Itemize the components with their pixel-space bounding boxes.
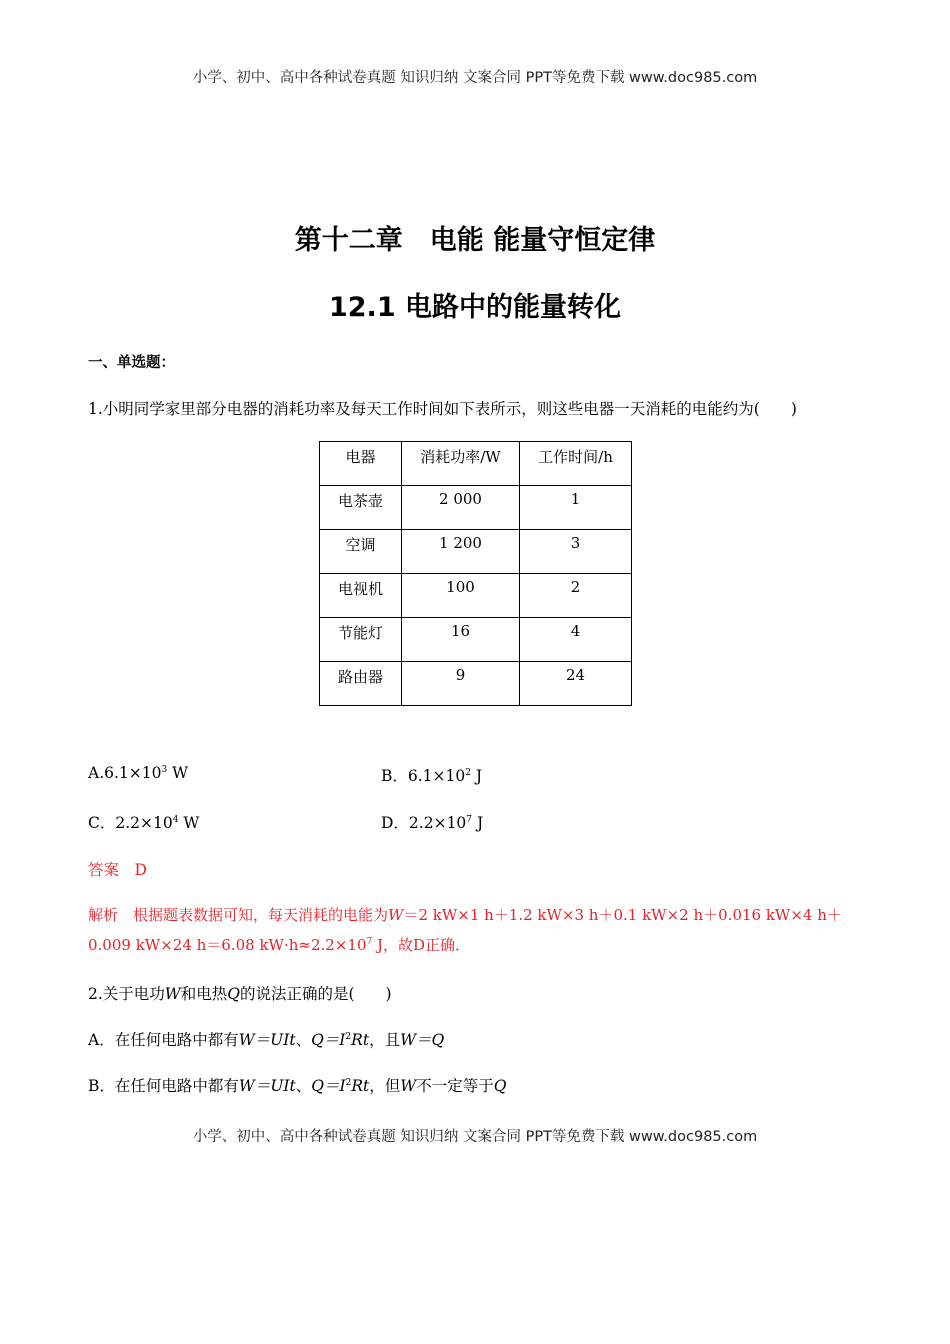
analysis-exponent: 7 (366, 937, 373, 947)
table-header: 电器 (320, 442, 402, 486)
question-2-stem (88, 982, 392, 1004)
formula-w: W＝UIt (238, 1031, 296, 1049)
analysis-line-1 (88, 904, 842, 925)
option-b-unit: J (471, 767, 483, 785)
table-header: 消耗功率/W (402, 442, 520, 486)
option-c-text: C．2.2×10 (88, 814, 173, 832)
table-cell: 空调 (320, 530, 402, 574)
option-b-exponent: 2 (465, 768, 471, 778)
q2-var-w: W (164, 985, 181, 1003)
formula-w: W＝UIt (238, 1077, 296, 1095)
q2-var-w: W (400, 1077, 417, 1095)
table-cell: 100 (402, 574, 520, 618)
formula-q-tail: Rt (351, 1077, 370, 1095)
answer: 答案 D (88, 861, 147, 879)
table-row (320, 574, 632, 618)
q2-option-a (88, 1028, 444, 1050)
analysis-formula: ＝2 kW×1 h＋1.2 kW×3 h＋0.1 kW×2 h＋0.016 kW×4 h＋ (403, 906, 842, 924)
table-row (320, 618, 632, 662)
formula-q: Q＝I (311, 1077, 346, 1095)
table-row (320, 662, 632, 706)
section-title: 12.1 电路中的能量转化 (328, 292, 622, 323)
formula-eq: W＝Q (400, 1031, 445, 1049)
question-1-stem: 1.小明同学家里部分电器的消耗功率及每天工作时间如下表所示，则这些电器一天消耗的电能约为( ) (88, 400, 797, 418)
option-a (88, 764, 188, 782)
table-cell: 1 (520, 486, 632, 530)
table-cell: 2 000 (402, 486, 520, 530)
formula-exponent: 2 (345, 1078, 352, 1088)
q2-var-q: Q (227, 985, 240, 1003)
table-cell: 4 (520, 618, 632, 662)
option-a-unit: W (167, 764, 189, 782)
separator: 、 (295, 1031, 312, 1049)
table-cell: 电茶壶 (320, 486, 402, 530)
table-cell: 路由器 (320, 662, 402, 706)
q2-var-q: Q (493, 1077, 507, 1095)
table-row (320, 486, 632, 530)
option-b-text: B．6.1×10 (381, 767, 466, 785)
page-footer: 小学、初中、高中各种试卷真题 知识归纳 文案合同 PPT等免费下载 www.doc985.com (192, 1129, 758, 1145)
table-cell: 节能灯 (320, 618, 402, 662)
option-d-exponent: 7 (466, 815, 473, 825)
q2-stem-part: 的说法正确的是( ) (239, 985, 392, 1003)
table-cell: 24 (520, 662, 632, 706)
chapter-title: 第十二章 电能 能量守恒定律 (294, 225, 656, 256)
analysis-label: 解析 根据题表数据可知，每天消耗的电能为 (88, 906, 389, 924)
option-d (381, 811, 483, 833)
q2-option-a-text: ，且 (369, 1031, 401, 1049)
table-cell: 电视机 (320, 574, 402, 618)
table-cell: 9 (402, 662, 520, 706)
option-c (88, 811, 199, 833)
appliance-table (319, 441, 632, 706)
option-d-unit: J (472, 814, 484, 832)
option-c-exponent: 4 (172, 815, 179, 825)
q2-option-b-text: 不一定等于 (416, 1077, 494, 1095)
page-header: 小学、初中、高中各种试卷真题 知识归纳 文案合同 PPT等免费下载 www.doc985.com (192, 70, 758, 86)
analysis-line-2 (88, 934, 470, 955)
q2-stem-part: 和电热 (180, 985, 228, 1003)
option-d-text: D．2.2×10 (381, 814, 467, 832)
table-cell: 16 (402, 618, 520, 662)
analysis-conclusion: J，故D正确． (372, 936, 471, 954)
table-cell: 1 200 (402, 530, 520, 574)
option-b (381, 764, 482, 786)
q2-option-a-text: A．在任何电路中都有 (88, 1031, 239, 1049)
option-a-exponent: 3 (161, 765, 168, 775)
formula-q: Q＝I (311, 1031, 346, 1049)
formula-q-tail: Rt (351, 1031, 370, 1049)
table-header-row (320, 442, 632, 486)
analysis-var-w: W (388, 906, 404, 924)
q2-option-b (88, 1074, 506, 1096)
option-a-text: A.6.1×10 (88, 764, 162, 782)
table-row (320, 530, 632, 574)
table-cell: 3 (520, 530, 632, 574)
option-c-unit: W (178, 814, 200, 832)
section-heading: 一、单选题： (88, 355, 175, 371)
separator: 、 (295, 1077, 312, 1095)
q2-stem-part: 2.关于电功 (88, 985, 165, 1003)
q2-option-b-text: ，但 (369, 1077, 401, 1095)
formula-exponent: 2 (345, 1032, 352, 1042)
table-header: 工作时间/h (520, 442, 632, 486)
table-cell: 2 (520, 574, 632, 618)
q2-option-b-text: B．在任何电路中都有 (88, 1077, 239, 1095)
analysis-result: 0.009 kW×24 h＝6.08 kW·h≈2.2×10 (88, 936, 367, 954)
